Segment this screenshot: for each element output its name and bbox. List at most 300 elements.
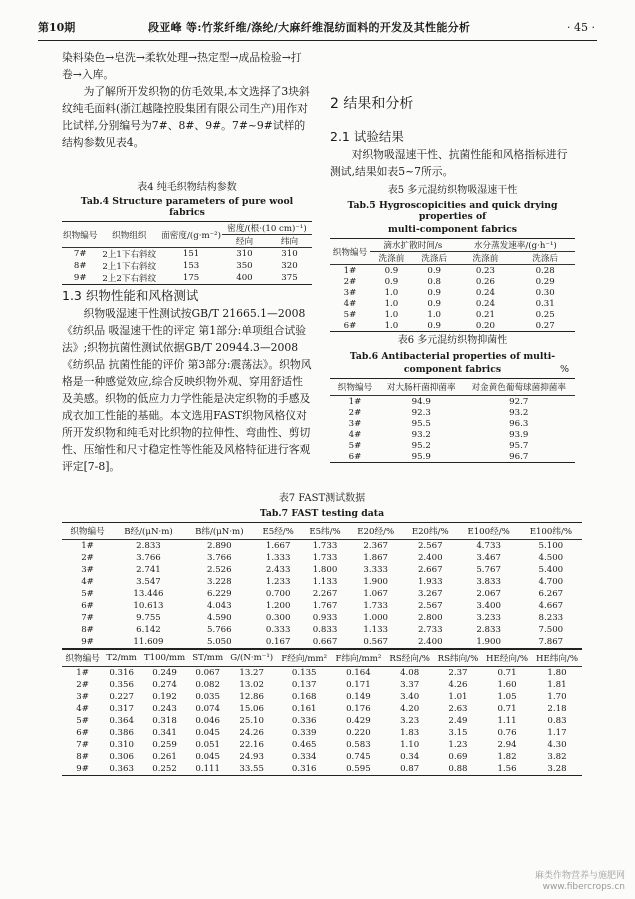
table-cell: 1.900 [363,577,389,587]
table-cell: 2.267 [312,589,338,599]
table-header-cell: F经向/mm² [277,650,331,667]
table-cell: 4.700 [538,577,564,587]
table-5-header-before-2: 洗涤前 [456,252,516,265]
table-row [62,260,312,272]
table-cell: 0.334 [291,752,317,762]
table-cell: 2# [81,553,94,563]
table-cell: 2.526 [207,565,232,575]
table-cell: 2.433 [265,565,291,575]
table-cell: 0.168 [291,692,317,702]
table-cell: 0.243 [152,704,177,714]
table-4-body [62,248,312,285]
table-cell: 0.192 [152,692,177,702]
issue-number: 第10期 [38,21,76,34]
table-cell: 4.590 [207,613,232,623]
table-header-cell: T2/mm [103,650,140,667]
table-row [62,248,312,261]
table-cell: 10.613 [133,601,164,611]
table-cell: 1.767 [312,601,338,611]
table-cell: 2# [348,407,362,418]
table-4-header-weft: 纬向 [267,235,312,248]
table-cell: 1.10 [400,740,420,750]
table-cell: 0.25 [535,309,555,320]
table-cell: 5# [348,440,362,451]
table-4-caption-en: Tab.4 Structure parameters of pure wool fabrics [80,196,294,218]
table-cell: 1.933 [417,577,443,587]
table-cell: 1.733 [312,541,338,551]
table-cell: 1.11 [497,716,517,726]
table-cell: 93.9 [509,429,529,440]
table-cell: 2.733 [417,625,443,635]
table-cell: 4# [348,429,362,440]
table-cell: 4.08 [400,668,420,678]
table-cell: 0.30 [535,287,555,298]
table-cell: 2.800 [417,613,443,623]
table-cell: 0.045 [195,728,220,738]
results-intro-paragraph: 对织物吸湿速干性、抗菌性能和风格指标进行测试,结果如表5~7所示。 [330,148,568,178]
table-header-cell: RS纬向/% [434,650,482,667]
table-cell: 0.23 [475,265,495,276]
table-cell: 4.30 [547,740,567,750]
table-cell: 1.900 [476,637,501,647]
table-cell: 0.274 [152,680,177,690]
table-cell: 8# [76,752,89,762]
table-row [62,739,582,751]
table-cell: 0.9 [384,265,399,276]
table-4-caption-cn: 表4 纯毛织物结构参数 [137,182,237,193]
table-cell: 24.93 [239,752,264,762]
table-cell: 0.595 [346,764,371,774]
table-row [330,298,575,309]
table-cell: 5.100 [538,541,564,551]
table-cell: 2.400 [417,637,443,647]
table-cell: 2.067 [476,589,501,599]
table-cell: 0.220 [346,728,371,738]
table-cell: 6# [343,320,357,331]
table-cell: 1.333 [265,553,291,563]
table-cell: 400 [236,273,253,283]
table-row [62,679,582,691]
table-cell: 5.050 [207,637,232,647]
table-cell: 0.135 [291,668,317,678]
table-7-caption-en: Tab.7 FAST testing data [259,508,385,519]
table-cell: 0.29 [535,276,555,287]
table-4-grid [62,221,312,285]
table-cell: 3.267 [417,589,443,599]
table-row [62,636,582,649]
table-cell: 4.26 [448,680,468,690]
table-cell: 2上1下右斜纹 [102,262,157,272]
table-4-header-warp: 经向 [222,235,267,248]
table-cell: 5# [343,309,357,320]
left-column [62,49,312,151]
table-cell: 2.833 [476,625,501,635]
table-cell: 0.067 [195,668,220,678]
table-cell: 0.074 [195,704,220,714]
table-cell: 92.3 [411,407,431,418]
table-cell: 1.733 [312,553,338,563]
table-cell: 375 [281,273,298,283]
table-cell: 0.045 [195,752,220,762]
table-cell: 5# [76,716,89,726]
table-cell: 0.252 [152,764,177,774]
table-cell: 3# [76,692,89,702]
table-cell: 1.0 [384,320,399,331]
table-cell: 0.176 [346,704,371,714]
table-7-caption-cn: 表7 FAST测试数据 [278,493,366,504]
table-cell: 96.3 [509,418,529,429]
table-cell: 350 [236,261,253,271]
table-cell: 3.23 [400,716,420,726]
table-cell: 0.24 [475,287,495,298]
table-header-cell: E5纬/% [302,523,349,540]
table-cell: 0.88 [448,764,468,774]
table-5-caption-en-line2: multi-component fabrics [387,224,518,235]
table-cell: 11.609 [133,637,164,647]
table-cell: 3# [343,287,357,298]
table-cell: 0.318 [152,716,177,726]
comparison-paragraph: 为了解所开发织物的仿毛效果,本文选择了3块斜纹纯毛面料(浙江越隆控股集团有限公司生产)用作对比试样,分别编号为7#、8#、9#。7#~9#试样的结构参数见表4。 [62,85,310,149]
table-cell: 4# [81,577,94,587]
table-cell: 0.171 [346,680,371,690]
table-cell: 0.76 [497,728,517,738]
table-cell: 0.8 [427,276,442,287]
table-row [62,272,312,285]
table-cell: 1.867 [363,553,389,563]
table-cell: 33.55 [239,764,264,774]
table-6-grid [330,378,575,463]
table-cell: 4# [343,298,357,309]
table-header-cell: E5经/% [255,523,302,540]
table-cell: 0.9 [427,298,442,309]
table-cell: 3# [348,418,362,429]
table-cell: 1.133 [363,625,389,635]
table-cell: 1.81 [547,680,567,690]
table-cell: 12.86 [239,692,264,702]
table-cell: 9# [76,764,89,774]
table-cell: 1.733 [363,601,389,611]
table-cell: 0.567 [363,637,389,647]
table-header-cell: HE纬向/% [532,650,582,667]
table-header-cell: F纬向/mm² [331,650,385,667]
table-cell: 0.341 [152,728,177,738]
table-cell: 0.035 [195,692,220,702]
table-cell: 3.833 [476,577,501,587]
table-cell: 1.800 [312,565,338,575]
table-row [62,667,582,680]
table-cell: 2# [76,680,89,690]
table-cell: 1.000 [363,613,389,623]
table-cell: 0.745 [346,752,371,762]
table-6-header-ecoli: 对大肠杆菌抑菌率 [380,379,462,396]
table-cell: 0.333 [265,625,291,635]
table-cell: 0.306 [109,752,134,762]
table-4-header-id: 织物编号 [62,222,98,248]
table-5-header-evaporation: 水分蒸发速率/(g·h⁻¹) [456,239,575,252]
table-header-cell: HE经向/% [482,650,532,667]
table-cell: 8.233 [538,613,564,623]
table-cell: 0.667 [312,637,338,647]
table-cell: 0.259 [152,740,177,750]
table-cell: 310 [236,249,253,259]
table-cell: 95.5 [411,418,431,429]
table-cell: 0.261 [152,752,177,762]
table-cell: 0.046 [195,716,220,726]
table-cell: 2.49 [448,716,468,726]
table-row [62,600,582,612]
table-row [330,265,575,277]
table-7-part-a [62,522,582,649]
table-cell: 0.26 [475,276,495,287]
table-cell: 320 [281,261,298,271]
table-5-header-after-1: 洗涤后 [413,252,456,265]
table-row [330,309,575,320]
table-5-header-id: 织物编号 [330,239,370,265]
table-cell: 0.9 [427,287,442,298]
table-row [62,703,582,715]
table-cell: 93.2 [411,429,431,440]
table-cell: 6.229 [207,589,232,599]
table-header-cell: B经/(μN·m) [113,523,184,540]
table-4-header-weave: 织物组织 [98,222,160,248]
table-cell: 0.71 [497,704,517,714]
table-row [62,624,582,636]
table-cell: 0.9 [384,276,399,287]
table-cell: 1.0 [384,309,399,320]
table-cell: 0.583 [346,740,371,750]
table-cell: 2.63 [448,704,468,714]
table-cell: 175 [182,273,200,283]
table-5-header-before-1: 洗涤前 [370,252,413,265]
table-header-cell: E20经/% [348,523,403,540]
table-cell: 6# [76,728,89,738]
table-cell: 1.56 [497,764,517,774]
table-cell: 0.34 [400,752,420,762]
table-cell: 3.233 [476,613,501,623]
table-cell: 0.833 [312,625,338,635]
table-cell: 92.7 [509,396,529,407]
table-cell: 0.111 [195,764,220,774]
table-cell: 0.167 [265,637,291,647]
watermark-line-1: 麻类作物营养与施肥网 [534,871,625,881]
table-row [62,588,582,600]
table-cell: 13.02 [239,680,264,690]
table-cell: 0.149 [346,692,371,702]
table-row [330,451,575,463]
table-cell: 1.200 [265,601,291,611]
table-cell: 0.051 [195,740,220,750]
table-6-caption-cn: 表6 多元混纺织物抑菌性 [397,335,508,346]
table-cell: 5.766 [207,625,232,635]
table-cell: 9.755 [136,613,161,623]
results-intro-wrap [330,146,575,180]
table-cell: 1.23 [448,740,468,750]
table-7 [62,489,582,776]
watermark-line-2: www.fibercrops.cn [542,882,625,892]
table-cell: 95.9 [411,451,431,462]
table-row [330,276,575,287]
table-cell: 2.367 [363,541,389,551]
table-cell: 7.867 [538,637,564,647]
table-cell: 24.26 [239,728,264,738]
table-cell: 1.0 [427,309,442,320]
table-cell: 3.37 [400,680,420,690]
table-cell: 9# [73,273,87,283]
table-cell: 1.01 [448,692,468,702]
test-method-paragraph: 织物吸湿速干性测试按GB/T 21665.1—2008《纺织品 吸湿速干性的评定 第1部分:单项组合试验法》;织物抗菌性测试依据GB/T 20944.3—2008《纺织品 抗菌性能的评价 第3部分:震荡法》。织物风格是一种感觉效应,综合反映织物外观、穿用舒适性及美感。织物的低应力力学性能是决定织物的手感及成衣加工性能的基础。本文选用FAST织物风格仪对所开发织物和纯毛对比织物的拉伸性、弯曲性、剪切性、压缩性和尺寸稳定性等性能及风格特征进行客观评定[7-8]。 [62,307,312,473]
table-cell: 1.60 [497,680,517,690]
table-cell: 0.317 [109,704,134,714]
table-cell: 1.17 [547,728,567,738]
table-cell: 310 [281,249,298,259]
table-cell: 1.0 [384,298,399,309]
table-header-cell: B纬/(μN·m) [184,523,255,540]
table-cell: 6# [81,601,94,611]
table-header-row [62,523,582,540]
table-cell: 95.7 [509,440,529,451]
table-row [330,396,575,408]
table-cell: 2.400 [417,553,443,563]
table-cell: 0.28 [535,265,555,276]
table-5-grid [330,238,575,332]
section-1-3-heading: 1.3 织物性能和风格测试 [62,288,199,303]
table-4 [62,178,312,285]
table-cell: 25.10 [239,716,264,726]
table-cell: 0.339 [291,728,317,738]
table-cell: 0.161 [291,704,317,714]
table-cell: 4.043 [207,601,232,611]
table-cell: 2.94 [497,740,517,750]
table-6-caption-en-line2: component fabrics [403,364,502,375]
table-cell: 2.37 [448,668,468,678]
table-cell: 0.700 [265,589,291,599]
table-row [330,320,575,332]
table-header-cell: E100经/% [458,523,520,540]
running-title: 段亚峰 等:竹浆纤维/涤纶/大麻纤维混纺面料的开发及其性能分析 [148,21,471,34]
table-cell: 6.142 [136,625,161,635]
table-header-cell: 织物编号 [62,650,103,667]
table-cell: 0.316 [291,764,317,774]
table-cell: 4.20 [400,704,420,714]
table-cell: 5.400 [538,565,564,575]
table-cell: 0.164 [346,668,371,678]
table-header-cell: 织物编号 [62,523,113,540]
table-cell: 7# [81,613,94,623]
table-cell: 94.9 [411,396,431,407]
table-cell: 0.300 [265,613,291,623]
table-cell: 3.228 [207,577,232,587]
table-row [62,612,582,624]
table-7-part-a-body [62,540,582,649]
table-row [62,727,582,739]
table-cell: 3.400 [476,601,501,611]
table-cell: 0.24 [475,298,495,309]
table-row [62,763,582,776]
table-cell: 0.83 [547,716,567,726]
table-cell: 0.310 [109,740,134,750]
table-cell: 0.429 [346,716,371,726]
table-cell: 3.333 [363,565,389,575]
table-header-cell: E100纬/% [520,523,582,540]
table-cell: 0.9 [427,265,442,276]
table-cell: 3.15 [448,728,468,738]
table-cell: 1.133 [312,577,338,587]
table-cell: 3.28 [547,764,567,774]
table-cell: 0.31 [535,298,555,309]
table-cell: 2上2下右斜纹 [102,274,157,284]
table-cell: 5.767 [476,565,501,575]
table-cell: 2.833 [136,541,161,551]
page-number: · 45 · [567,21,595,34]
table-cell: 0.21 [475,309,495,320]
table-header-cell: E20纬/% [403,523,458,540]
table-cell: 0.356 [109,680,134,690]
section-2-1-heading: 2.1 试验结果 [330,129,404,144]
table-row [62,552,582,564]
table-cell: 0.363 [109,764,134,774]
table-cell: 1.667 [265,541,291,551]
table-cell: 0.9 [427,320,442,331]
table-cell: 1.067 [363,589,389,599]
table-row [62,540,582,553]
table-6-header-id: 织物编号 [330,379,380,396]
process-flow-text: 染料染色→皂洗→柔软处理→热定型→成品检验→打卷→入库。 [62,51,302,81]
table-row [62,715,582,727]
table-cell: 1.233 [265,577,291,587]
table-5-caption-en-line1: Tab.5 Hygroscopicities and quick drying properties of [347,200,558,222]
table-4-header-gsm: 面密度/(g·m⁻²) [160,222,222,248]
table-cell: 0.20 [475,320,495,331]
table-cell: 7# [76,740,89,750]
table-cell: 3.82 [547,752,567,762]
table-7-part-b-body [62,667,582,776]
table-header-cell: RS经向/% [386,650,434,667]
table-cell: 153 [182,261,200,271]
table-header-cell: ST/mm [189,650,226,667]
table-6-unit: % [559,364,569,375]
table-cell: 2上1下右斜纹 [102,250,157,260]
table-header-row [62,650,582,667]
table-7-part-b [62,649,582,776]
table-cell: 2.667 [417,565,443,575]
table-cell: 93.2 [509,407,529,418]
table-cell: 151 [182,249,200,259]
table-5 [330,181,575,332]
table-cell: 0.386 [109,728,134,738]
test-method-paragraph-wrap [62,305,312,475]
table-cell: 13.446 [133,589,164,599]
table-cell: 0.87 [400,764,420,774]
table-cell: 2.741 [136,565,161,575]
table-6 [330,331,575,463]
table-row [330,418,575,429]
table-cell: 7.500 [538,625,564,635]
table-5-header-wicking: 滴水扩散时间/s [370,239,456,252]
table-cell: 4.667 [538,601,564,611]
table-cell: 0.316 [109,668,134,678]
table-cell: 8# [73,261,87,271]
table-cell: 2# [343,276,357,287]
table-cell: 8# [81,625,94,635]
table-row [62,751,582,763]
header-rule [38,40,597,41]
table-cell: 1# [343,265,357,276]
table-4-header-density: 密度/(根·(10 cm)⁻¹) [222,222,312,235]
table-cell: 6.267 [538,589,564,599]
table-5-body [330,265,575,332]
table-cell: 1.82 [497,752,517,762]
table-cell: 0.465 [291,740,317,750]
